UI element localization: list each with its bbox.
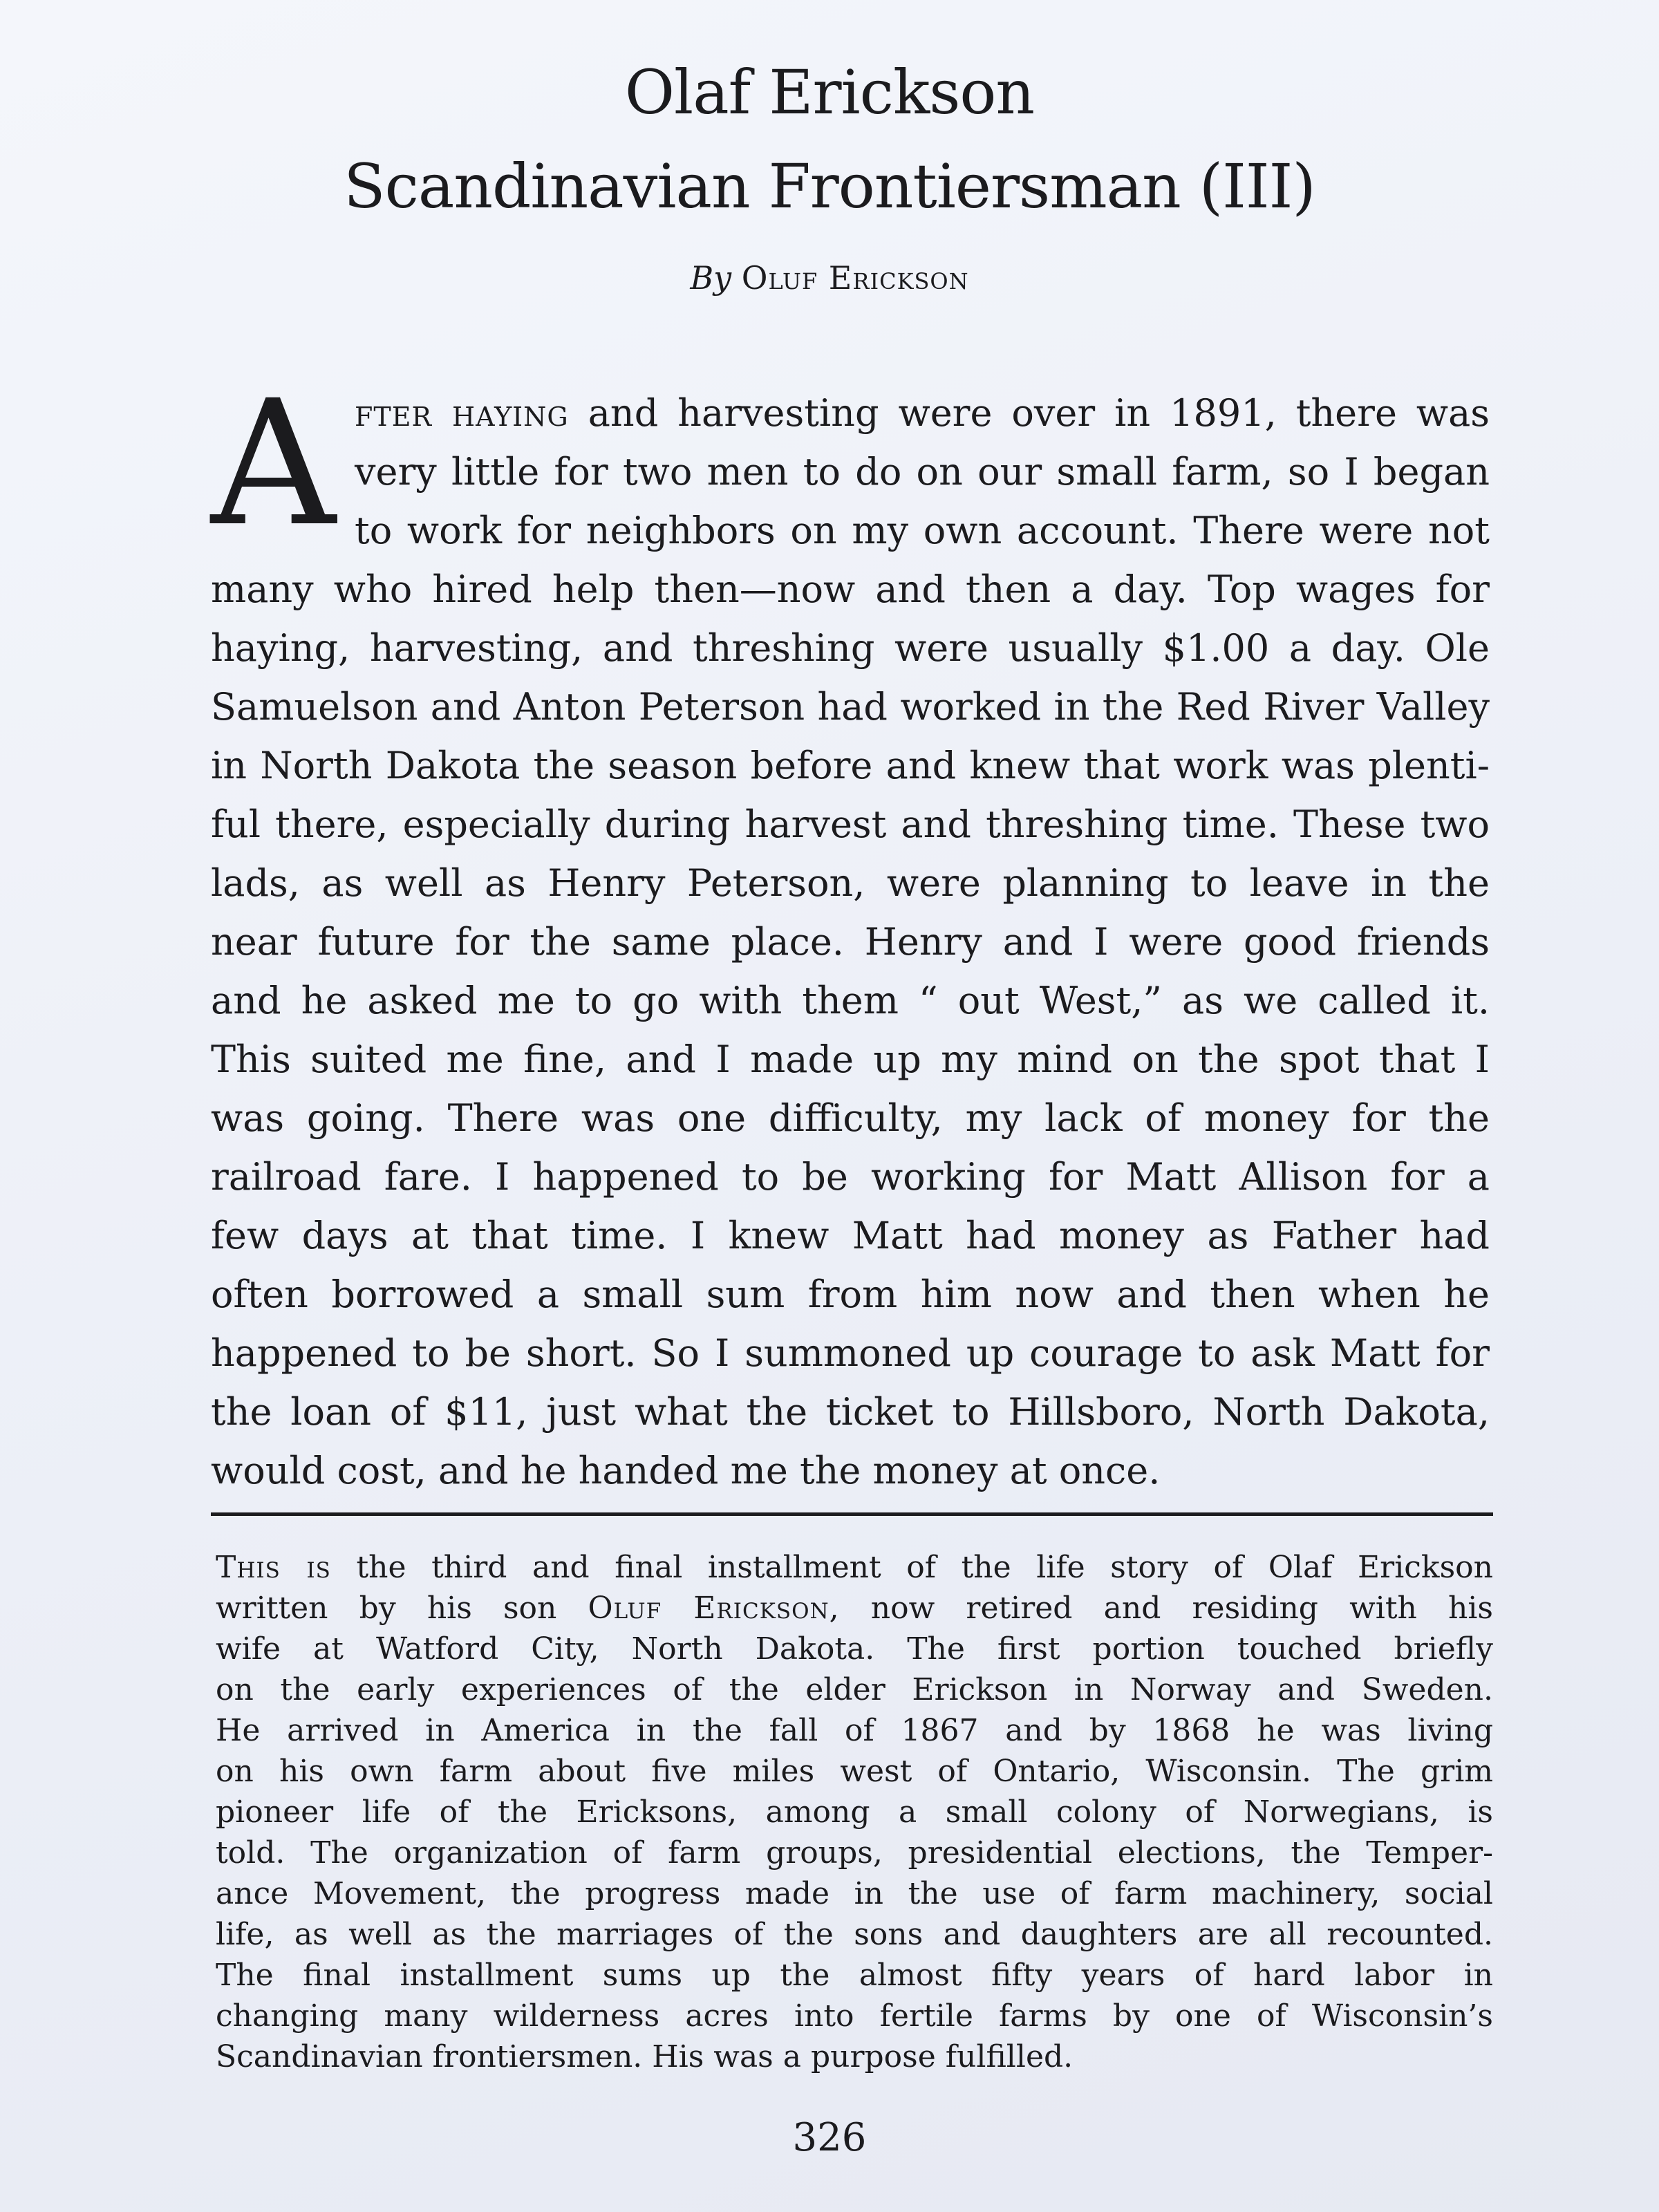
body-line: ful there, especially during harvest and threshing time. These two <box>211 803 1490 846</box>
body-line: would cost, and he handed me the money at once. <box>211 1449 1161 1492</box>
lead-in: fter haying <box>355 391 569 435</box>
note-line: pioneer life of the Ericksons, among a small colony of Norwegians, is <box>216 1794 1493 1830</box>
body-line: This suited me fine, and I made up my mind on the spot that I <box>211 1038 1490 1081</box>
note-line-text: now retired and residing with his <box>839 1591 1494 1626</box>
body-line: happened to be short. So I summoned up courage to ask Matt for <box>211 1331 1490 1375</box>
body-line: the loan of $11, just what the ticket to Hillsboro, North Dakota, <box>211 1390 1490 1434</box>
note-line: told. The organization of farm groups, presidential elections, the Temper- <box>216 1835 1493 1871</box>
note-author-name: Oluf Erickson, <box>588 1591 840 1626</box>
note-line: He arrived in America in the fall of 1867 and by 1868 he was living <box>216 1713 1493 1748</box>
body-line: railroad fare. I happened to be working for Matt Allison for a <box>211 1155 1490 1199</box>
note-line-text: written by his son <box>216 1591 588 1626</box>
note-line: on his own farm about five miles west of Ontario, Wisconsin. The grim <box>216 1754 1493 1789</box>
note-line: Scandinavian frontiersmen. His was a purpose fulfilled. <box>216 2039 1074 2074</box>
note-lead-in: This is <box>216 1550 331 1585</box>
byline-prefix: By <box>690 259 732 297</box>
body-line: many who hired help then—now and then a day. Top wages for <box>211 568 1490 611</box>
body-line: was going. There was one difficulty, my lack of money for the <box>211 1096 1490 1140</box>
article-title: Olaf Erickson <box>624 57 1035 128</box>
body-text <box>211 363 1490 1500</box>
note-line: changing many wilderness acres into fertile farms by one of Wisconsin’s <box>216 1998 1493 2034</box>
note-line: wife at Watford City, North Dakota. The first portion touched briefly <box>216 1631 1493 1667</box>
note-line: The final installment sums up the almost fifty years of hard labor in <box>216 1958 1493 1993</box>
body-line: to work for neighbors on my own account. There were not <box>355 509 1490 552</box>
byline-author: Oluf Erickson <box>741 259 969 297</box>
body-line: in North Dakota the season before and knew that work was plenti- <box>211 744 1490 787</box>
note-line: life, as well as the marriages of the sons and daughters are all recounted. <box>216 1917 1493 1952</box>
body-line: often borrowed a small sum from him now and then when he <box>211 1273 1490 1316</box>
body-line: and he asked me to go with them “ out West,” as we called it. <box>211 979 1490 1022</box>
byline <box>0 259 1659 297</box>
note-line-text: the third and final installment of the life story of Olaf Erickson <box>330 1550 1493 1585</box>
body-line: haying, harvesting, and threshing were usually $1.00 a day. Ole <box>211 626 1490 670</box>
editor-note <box>216 1547 1493 2077</box>
drop-cap: A <box>211 363 336 564</box>
section-divider <box>211 1512 1493 1516</box>
note-line <box>216 1547 1493 1588</box>
body-line: very little for two men to do on our small farm, so I began <box>355 450 1490 494</box>
note-line: ance Movement, the progress made in the use of farm machinery, social <box>216 1876 1493 1911</box>
body-line <box>211 384 1490 442</box>
body-line: few days at that time. I knew Matt had money as Father had <box>211 1214 1490 1257</box>
note-line: on the early experiences of the elder Erickson in Norway and Sweden. <box>216 1672 1493 1707</box>
body-line-text: and harvesting were over in 1891, there was <box>568 391 1490 435</box>
body-line: lads, as well as Henry Peterson, were planning to leave in the <box>211 861 1490 905</box>
body-line: Samuelson and Anton Peterson had worked in the Red River Valley <box>211 685 1490 729</box>
article-subtitle: Scandinavian Frontiersman (III) <box>344 151 1315 222</box>
body-line: near future for the same place. Henry and I were good friends <box>211 920 1490 964</box>
note-line <box>216 1588 1493 1629</box>
page-number: 326 <box>792 2115 867 2160</box>
